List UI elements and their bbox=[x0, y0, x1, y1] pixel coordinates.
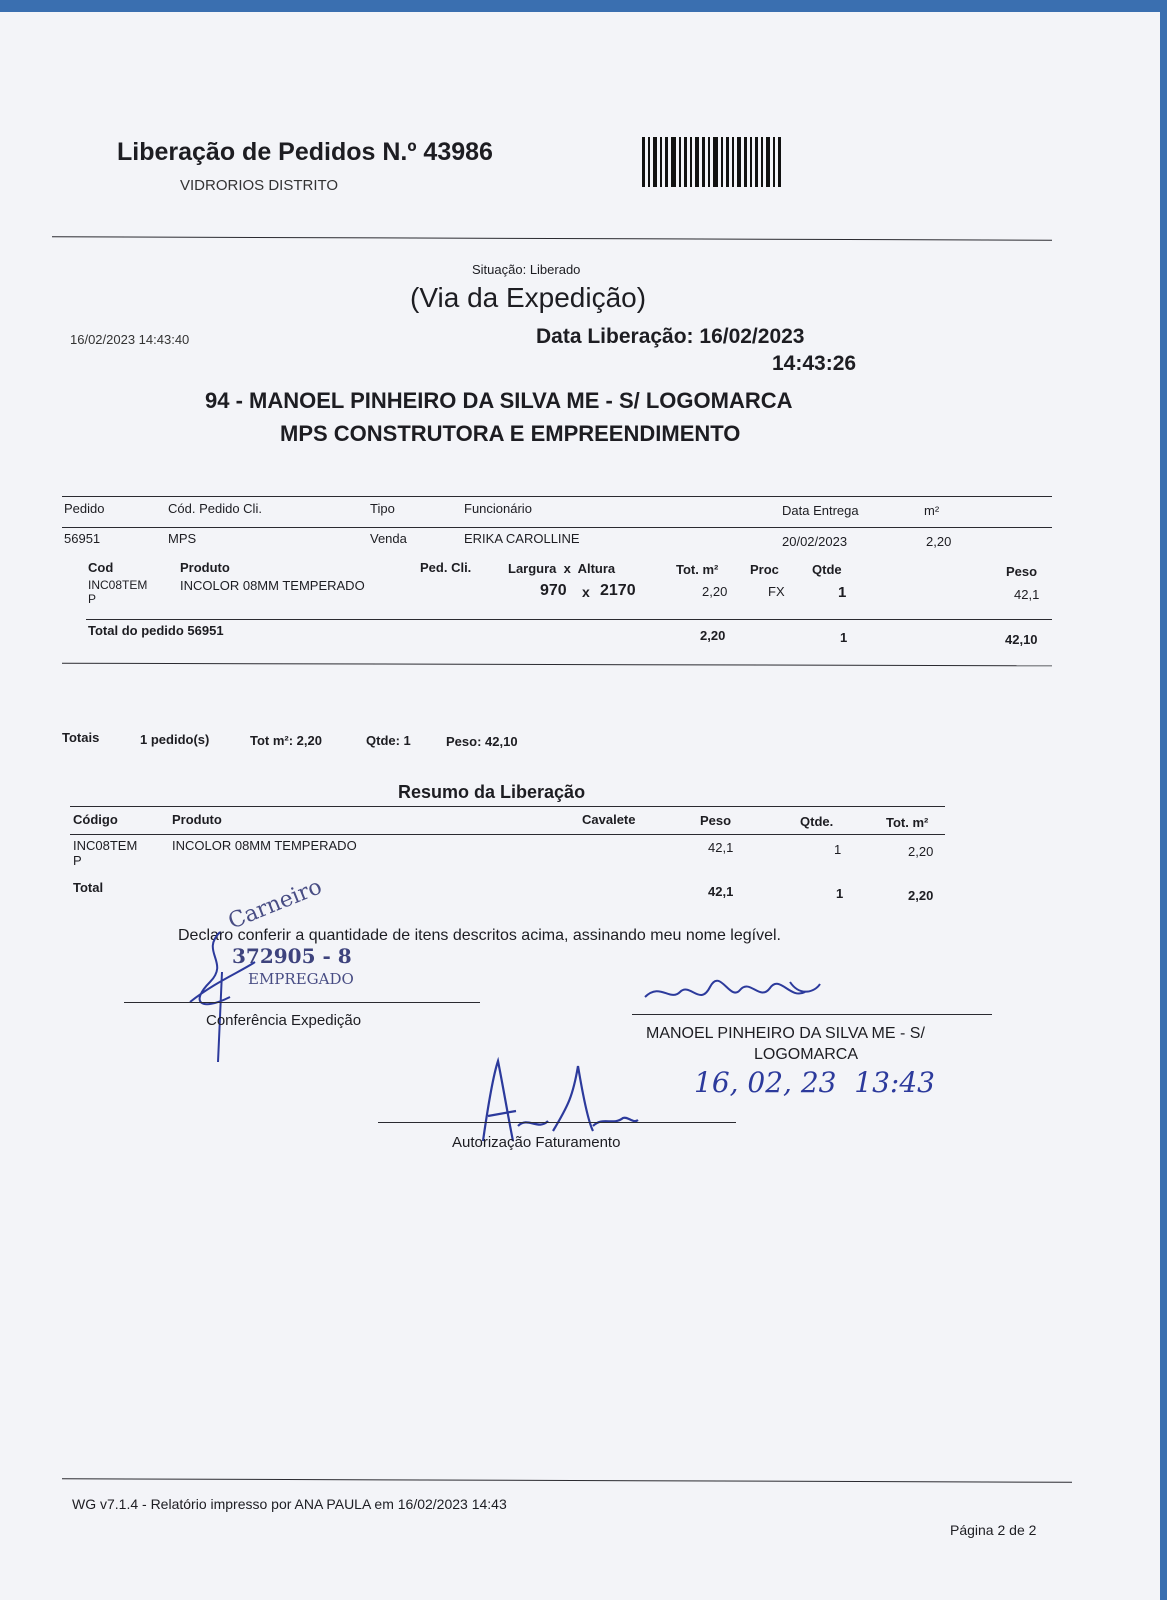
order-tipo: Venda bbox=[370, 531, 407, 546]
printed-datetime: 16/02/2023 14:43:40 bbox=[70, 332, 190, 347]
summary-row-produto: INCOLOR 08MM TEMPERADO bbox=[172, 838, 357, 853]
item-header-peso: Peso bbox=[1006, 564, 1038, 579]
totals-label: Totais bbox=[62, 730, 100, 745]
summary-header-codigo: Código bbox=[73, 812, 118, 827]
item-cod bbox=[88, 578, 147, 606]
divider bbox=[70, 806, 945, 807]
client-sign-line-2: LOGOMARCA bbox=[754, 1046, 859, 1063]
col-header-funcionario: Funcionário bbox=[464, 501, 532, 516]
conferencia-label: Conferência Expedição bbox=[206, 1012, 362, 1029]
totals-qtde: Qtde: 1 bbox=[366, 733, 411, 748]
stamp-name: Carneiro bbox=[224, 874, 326, 935]
status-text: Situação: Liberado bbox=[472, 262, 581, 277]
totals-peso: Peso: 42,10 bbox=[446, 734, 518, 749]
item-header-largura-altura: Largura x Altura bbox=[508, 561, 616, 576]
item-qtde: 1 bbox=[838, 584, 847, 601]
item-header-tot-m2: Tot. m² bbox=[676, 562, 719, 577]
summary-total-qtde: 1 bbox=[836, 886, 844, 901]
order-total-peso: 42,10 bbox=[1005, 632, 1038, 647]
order-total-tot-m2: 2,20 bbox=[700, 628, 726, 643]
document-title: Liberação de Pedidos N.º 43986 bbox=[117, 138, 493, 166]
item-x: x bbox=[582, 584, 590, 600]
item-header-produto: Produto bbox=[180, 560, 230, 575]
signature-line-conferencia bbox=[124, 1002, 480, 1003]
item-header-ped-cli: Ped. Cli. bbox=[420, 560, 472, 575]
divider bbox=[52, 236, 1052, 240]
copy-label: (Via da Expedição) bbox=[410, 282, 647, 313]
order-total-qtde: 1 bbox=[840, 630, 848, 645]
item-cod-line-2: P bbox=[88, 592, 97, 606]
barcode bbox=[642, 137, 818, 187]
divider bbox=[62, 496, 1052, 497]
release-date: Data Liberação: 16/02/2023 bbox=[536, 325, 805, 348]
item-cod-line-1: INC08TEM bbox=[88, 578, 148, 592]
declaration-text: Declaro conferir a quantidade de itens descritos acima, assinando meu nome legível. bbox=[178, 927, 781, 944]
summary-total-tot-m2: 2,20 bbox=[908, 888, 934, 903]
order-pedido: 56951 bbox=[64, 531, 101, 546]
item-largura: 970 bbox=[540, 582, 567, 599]
totals-tot-m2: Tot m²: 2,20 bbox=[250, 733, 322, 748]
summary-header-produto: Produto bbox=[172, 812, 222, 827]
footer-page-number: Página 2 de 2 bbox=[950, 1522, 1037, 1538]
autorizacao-label: Autorização Faturamento bbox=[452, 1134, 621, 1151]
order-funcionario: ERIKA CAROLLINE bbox=[464, 531, 580, 546]
signature-line-client bbox=[632, 1014, 992, 1015]
divider bbox=[62, 663, 1052, 667]
summary-header-tot-m2: Tot. m² bbox=[886, 815, 929, 830]
order-data-entrega: 20/02/2023 bbox=[782, 534, 848, 549]
summary-row-peso: 42,1 bbox=[708, 840, 734, 855]
client-line-2: MPS CONSTRUTORA E EMPREENDIMENTO bbox=[280, 421, 741, 446]
summary-total-label: Total bbox=[73, 880, 104, 895]
stamp-role: EMPREGADO bbox=[248, 970, 354, 988]
signature-line-autorizacao bbox=[378, 1122, 736, 1123]
release-time: 14:43:26 bbox=[772, 352, 857, 375]
col-header-cod-cli: Cód. Pedido Cli. bbox=[168, 501, 262, 516]
item-header-qtde: Qtde bbox=[812, 562, 842, 577]
item-peso: 42,1 bbox=[1014, 587, 1040, 602]
summary-row-codigo bbox=[73, 838, 137, 868]
summary-title: Resumo da Liberação bbox=[398, 782, 586, 802]
divider bbox=[62, 527, 1052, 528]
col-header-m2: m² bbox=[924, 503, 940, 518]
order-total-label: Total do pedido 56951 bbox=[88, 623, 224, 638]
handwritten-date: 16, 02, 23 13:43 bbox=[694, 1066, 935, 1099]
divider bbox=[70, 834, 945, 835]
summary-header-cavalete: Cavalete bbox=[582, 812, 636, 827]
item-altura: 2170 bbox=[600, 582, 636, 599]
client-signature bbox=[640, 962, 840, 1022]
item-header-proc: Proc bbox=[750, 562, 779, 577]
client-line-1: 94 - MANOEL PINHEIRO DA SILVA ME - S/ LOGOMARCA bbox=[205, 388, 793, 413]
stamp-signature-scribble bbox=[160, 902, 300, 1072]
summary-header-qtde: Qtde. bbox=[800, 814, 834, 829]
col-header-pedido: Pedido bbox=[64, 501, 105, 516]
document-page bbox=[0, 12, 1160, 1600]
item-tot-m2: 2,20 bbox=[702, 584, 728, 599]
item-produto: INCOLOR 08MM TEMPERADO bbox=[180, 578, 365, 593]
company-name: VIDRORIOS DISTRITO bbox=[180, 177, 339, 194]
order-cod-cli: MPS bbox=[168, 531, 197, 546]
col-header-data-entrega: Data Entrega bbox=[782, 503, 859, 518]
divider bbox=[86, 619, 1052, 620]
summary-total-peso: 42,1 bbox=[708, 884, 734, 899]
summary-header-peso: Peso bbox=[700, 813, 732, 828]
summary-row-qtde: 1 bbox=[834, 842, 842, 857]
summary-row-codigo-line-1: INC08TEM bbox=[73, 838, 138, 853]
col-header-tipo: Tipo bbox=[370, 501, 395, 516]
summary-row-codigo-line-2: P bbox=[73, 853, 82, 868]
item-proc: FX bbox=[768, 584, 785, 599]
totals-pedidos: 1 pedido(s) bbox=[140, 732, 210, 747]
order-m2: 2,20 bbox=[926, 534, 952, 549]
footer-report: WG v7.1.4 - Relatório impresso por ANA PAULA em 16/02/2023 14:43 bbox=[72, 1496, 507, 1512]
summary-row-tot-m2: 2,20 bbox=[908, 844, 934, 859]
client-sign-line-1: MANOEL PINHEIRO DA SILVA ME - S/ bbox=[646, 1025, 925, 1042]
stamp-number: 372905 - 8 bbox=[232, 944, 352, 968]
item-header-cod: Cod bbox=[88, 560, 114, 575]
divider bbox=[62, 1478, 1072, 1483]
